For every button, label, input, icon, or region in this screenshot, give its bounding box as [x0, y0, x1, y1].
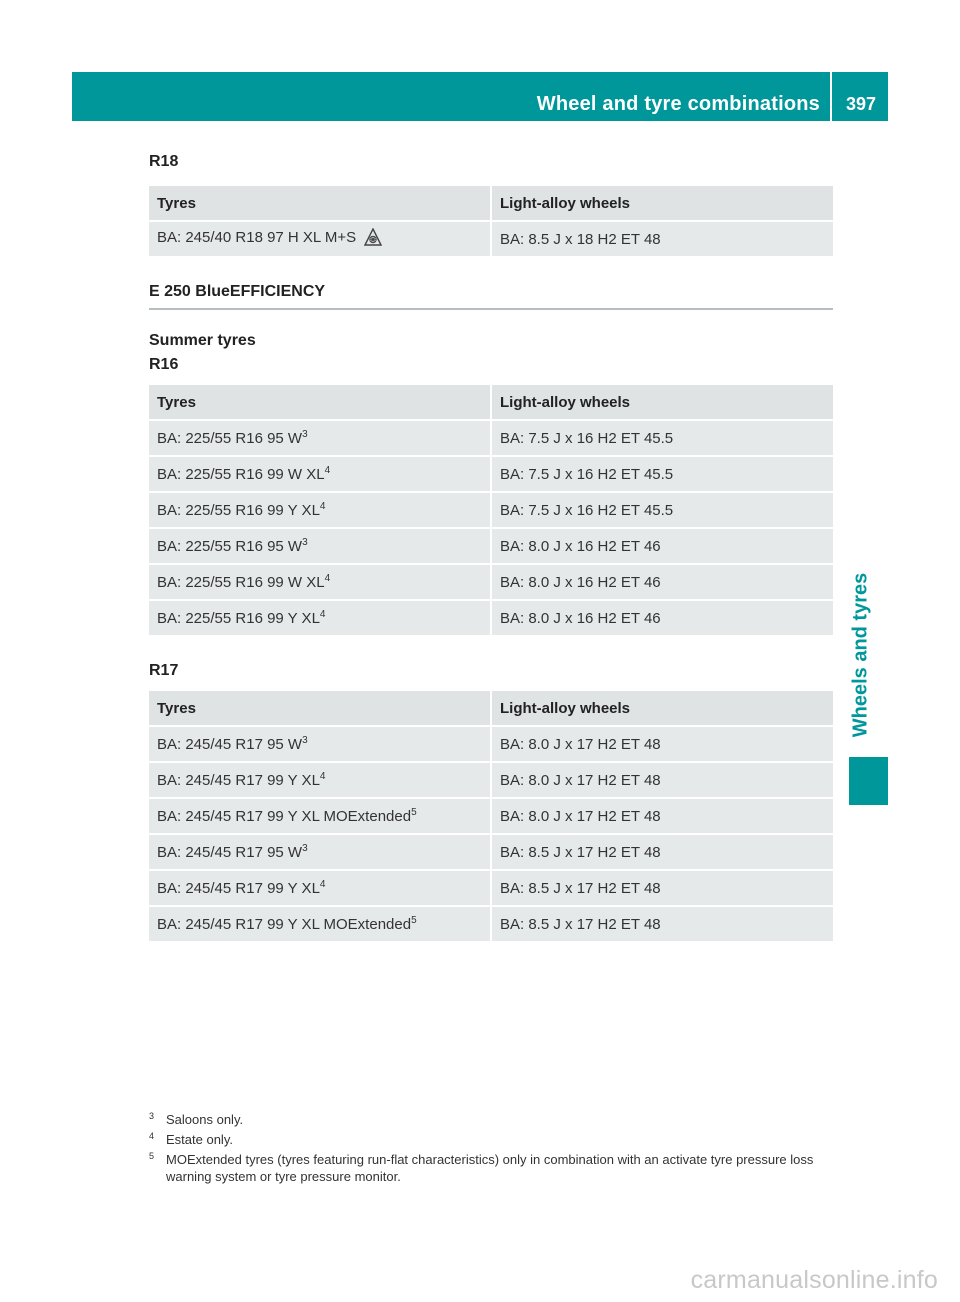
r16-heading: R16: [149, 356, 179, 373]
footnote-text: Estate only.: [166, 1132, 233, 1147]
table-row: [149, 835, 833, 871]
table-row: [149, 421, 833, 457]
wheel-cell: BA: 8.0 J x 17 H2 ET 48: [492, 799, 833, 835]
wheel-cell: BA: 8.5 J x 18 H2 ET 48: [492, 222, 833, 258]
wheel-cell: BA: 8.0 J x 16 H2 ET 46: [492, 529, 833, 565]
tyre-text: BA: 245/45 R17 99 Y XL: [157, 879, 320, 897]
footnote-ref: 5: [411, 806, 417, 818]
page-number: 397: [845, 94, 877, 114]
footnote: 3 Saloons only.: [149, 1111, 244, 1127]
table-row: [149, 763, 833, 799]
table-row: [149, 799, 833, 835]
tyre-cell: [149, 493, 492, 529]
model-heading: E 250 BlueEFFICIENCY: [149, 280, 833, 310]
wheel-cell: BA: 8.0 J x 16 H2 ET 46: [492, 601, 833, 637]
footnote-ref: 4: [324, 572, 331, 584]
tyre-cell: [149, 457, 492, 493]
wheel-cell: BA: 7.5 J x 16 H2 ET 45.5: [492, 421, 833, 457]
tyre-cell: [149, 222, 492, 258]
table-row: [149, 907, 833, 943]
r17-table: [149, 691, 833, 943]
tyre-text: BA: 225/55 R16 99 Y XL: [157, 501, 320, 519]
snowflake-mountain-icon: [364, 228, 382, 250]
tyre-cell: [149, 763, 492, 799]
table-row: [149, 601, 833, 637]
tyre-text: BA: 245/40 R18 97 H XL M+S: [157, 229, 357, 246]
tyre-text: BA: 245/45 R17 99 Y XL MOExtended: [157, 915, 412, 933]
footnote-text: Saloons only.: [166, 1112, 244, 1127]
footnotes: [149, 1111, 839, 1188]
tyre-cell: [149, 529, 492, 565]
table-row: [149, 222, 833, 258]
tyre-text: BA: 225/55 R16 95 W: [157, 537, 303, 555]
tyre-cell: [149, 799, 492, 835]
footnote-ref: 3: [302, 536, 308, 548]
column-header-tyres: Tyres: [149, 186, 492, 222]
table-row: [149, 529, 833, 565]
header-title: Wheel and tyre combinations: [536, 93, 820, 115]
column-header-wheels: Light-alloy wheels: [492, 186, 833, 222]
watermark: carmanualsonline.info: [690, 1266, 938, 1294]
table-row: [149, 565, 833, 601]
footnote-ref: 5: [411, 914, 417, 926]
tyre-text: BA: 225/55 R16 99 Y XL: [157, 609, 320, 627]
wheel-cell: BA: 7.5 J x 16 H2 ET 45.5: [492, 493, 833, 529]
footnote: 4 Estate only.: [149, 1131, 233, 1147]
footnote-ref: 4: [319, 878, 326, 890]
footnote-ref: 4: [324, 464, 331, 476]
footnote-ref: 3: [302, 842, 308, 854]
column-header-wheels: Light-alloy wheels: [492, 691, 833, 727]
table-row: [149, 493, 833, 529]
wheel-cell: BA: 8.0 J x 16 H2 ET 46: [492, 565, 833, 601]
table-header-row: [149, 385, 833, 421]
column-header-tyres: Tyres: [149, 691, 492, 727]
tyre-text: BA: 225/55 R16 95 W: [157, 429, 303, 447]
table-header-row: [149, 186, 833, 222]
tyre-cell: [149, 565, 492, 601]
tyre-text: BA: 245/45 R17 99 Y XL: [157, 771, 320, 789]
table-row: [149, 727, 833, 763]
column-header-tyres: Tyres: [149, 385, 492, 421]
table-header-row: [149, 691, 833, 727]
header-divider: [830, 72, 832, 121]
side-tab-label: Wheels and tyres: [849, 572, 872, 738]
main-content: [149, 150, 833, 965]
tyre-cell: [149, 871, 492, 907]
table-row: [149, 871, 833, 907]
r17-heading: R17: [149, 662, 179, 679]
tyre-cell: [149, 601, 492, 637]
footnote-ref: 3: [302, 734, 308, 746]
footnote-ref: 4: [319, 500, 326, 512]
summer-tyres-heading: Summer tyres: [149, 332, 256, 349]
wheel-cell: BA: 8.5 J x 17 H2 ET 48: [492, 871, 833, 907]
tyre-cell: [149, 907, 492, 943]
footnote-ref: 3: [302, 428, 308, 440]
footnote-text: MOExtended tyres (tyres featuring run-flat characteristics) only in combination with an activate tyre pressure loss warning system or tyre pressure monitor.: [166, 1152, 814, 1184]
tyre-cell: [149, 421, 492, 457]
footnote-ref: 4: [319, 608, 326, 620]
tyre-text: BA: 245/45 R17 95 W: [157, 735, 303, 753]
tyre-cell: [149, 835, 492, 871]
tyre-text: BA: 225/55 R16 99 W XL: [157, 573, 325, 591]
header-bar: [72, 72, 888, 121]
wheel-cell: BA: 8.5 J x 17 H2 ET 48: [492, 907, 833, 943]
wheel-cell: BA: 8.5 J x 17 H2 ET 48: [492, 835, 833, 871]
tyre-text: BA: 245/45 R17 99 Y XL MOExtended: [157, 807, 412, 825]
side-tab-block: [849, 757, 888, 805]
r18-table: [149, 186, 833, 258]
tyre-cell: [149, 727, 492, 763]
r18-heading: R18: [149, 153, 179, 170]
wheel-cell: BA: 8.0 J x 17 H2 ET 48: [492, 727, 833, 763]
r16-table: [149, 385, 833, 637]
column-header-wheels: Light-alloy wheels: [492, 385, 833, 421]
footnote: 5 MOExtended tyres (tyres featuring run-flat characteristics) only in combination with an activate tyre pressure loss warning system or tyre pressure monitor.: [149, 1151, 814, 1184]
tyre-text: BA: 245/45 R17 95 W: [157, 843, 303, 861]
table-row: [149, 457, 833, 493]
footnote-ref: 4: [319, 770, 326, 782]
wheel-cell: BA: 7.5 J x 16 H2 ET 45.5: [492, 457, 833, 493]
wheel-cell: BA: 8.0 J x 17 H2 ET 48: [492, 763, 833, 799]
tyre-text: BA: 225/55 R16 99 W XL: [157, 465, 325, 483]
